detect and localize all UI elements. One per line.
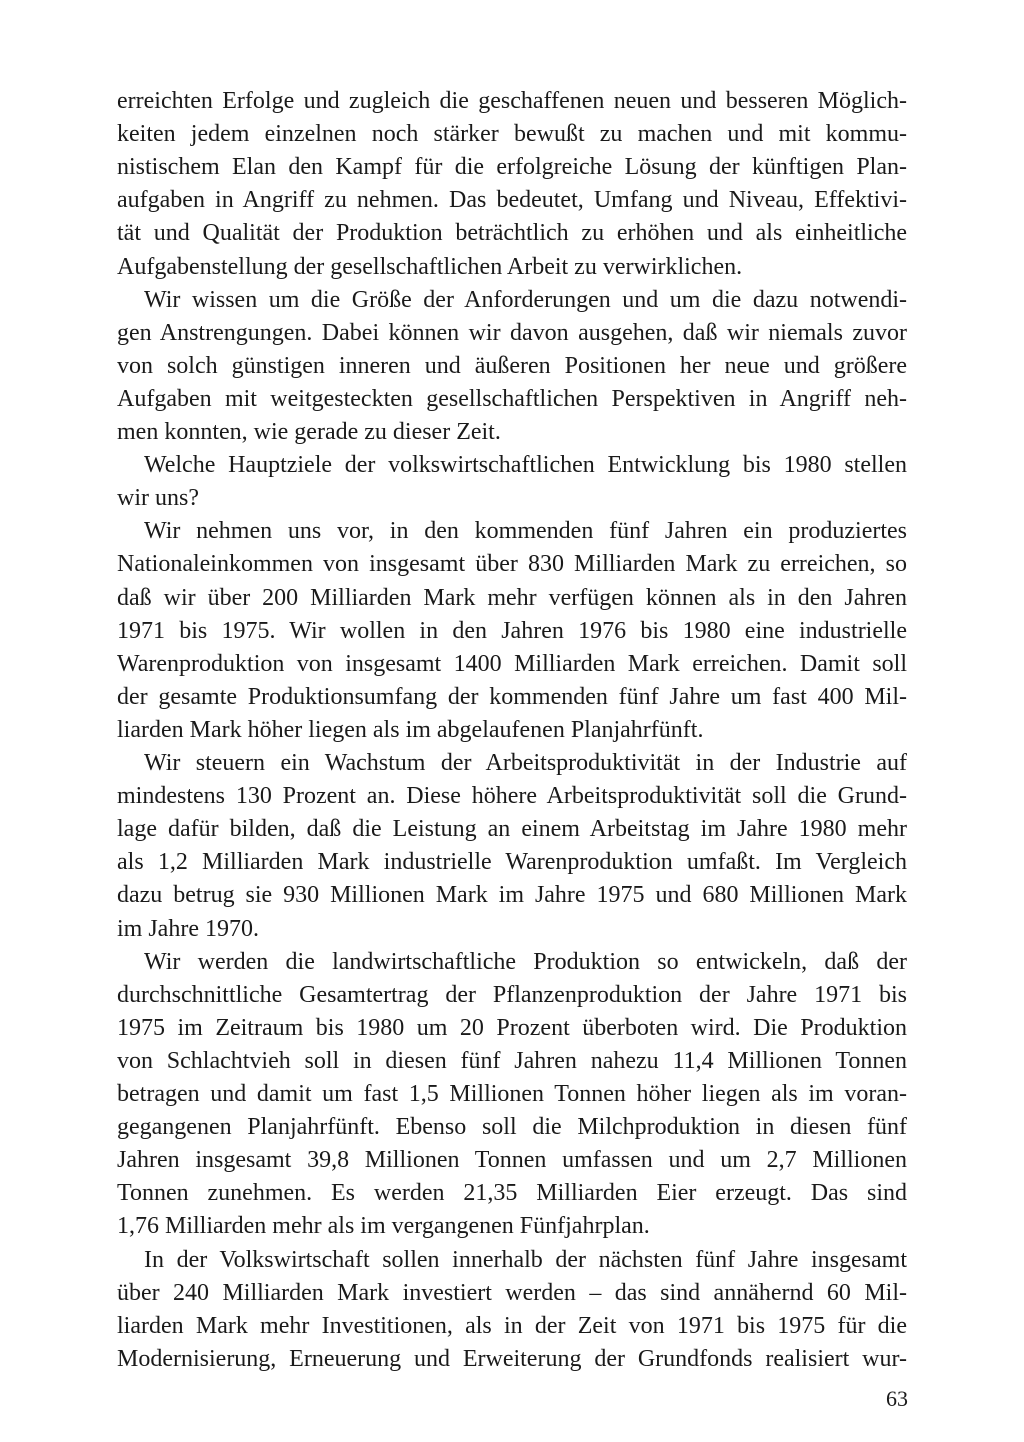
text-line: gen Anstrengungen. Dabei können wir davon ausgehen, daß wir niemals zuvor (117, 320, 907, 346)
text-line: In der Volkswirtschaft sollen innerhalb der nächsten fünf Jahre insgesamt (144, 1247, 907, 1273)
text-line: Nationaleinkommen von insgesamt über 830 Milliarden Mark zu erreichen, so (117, 551, 907, 577)
text-line: Wir nehmen uns vor, in den kommenden fünf Jahren ein produziertes (144, 518, 907, 544)
text-line: Welche Hauptziele der volkswirtschaftlichen Entwicklung bis 1980 stellen (144, 452, 907, 478)
text-line: nistischem Elan den Kampf für die erfolgreiche Lösung der künftigen Plan- (117, 154, 907, 180)
text-line: Jahren insgesamt 39,8 Millionen Tonnen umfassen und um 2,7 Millionen (117, 1147, 907, 1173)
text-line: mindestens 130 Prozent an. Diese höhere Arbeitsproduktivität soll die Grund- (117, 783, 907, 809)
text-line: aufgaben in Angriff zu nehmen. Das bedeutet, Umfang und Niveau, Effektivi- (117, 187, 907, 213)
text-line: Tonnen zunehmen. Es werden 21,35 Milliarden Eier erzeugt. Das sind (117, 1180, 907, 1206)
text-line: der gesamte Produktionsumfang der kommenden fünf Jahre um fast 400 Mil- (117, 684, 907, 710)
text-line: von solch günstigen inneren und äußeren Positionen her neue und größere (117, 353, 907, 379)
text-line: Aufgaben mit weitgesteckten gesellschaftlichen Perspektiven in Angriff neh- (117, 386, 907, 412)
text-line: im Jahre 1970. (117, 916, 259, 942)
text-line: dazu betrug sie 930 Millionen Mark im Jahre 1975 und 680 Millionen Mark (117, 882, 907, 908)
text-line: über 240 Milliarden Mark investiert werden – das sind annähernd 60 Mil- (117, 1280, 907, 1306)
text-line: lage dafür bilden, daß die Leistung an einem Arbeitstag im Jahre 1980 mehr (117, 816, 907, 842)
text-line: wir uns? (117, 485, 199, 511)
text-line: liarden Mark höher liegen als im abgelaufenen Planjahrfünft. (117, 717, 704, 743)
text-line: tät und Qualität der Produktion beträchtlich zu erhöhen und als einheitliche (117, 220, 907, 246)
text-line: Aufgabenstellung der gesellschaftlichen Arbeit zu verwirklichen. (117, 254, 743, 280)
text-line: liarden Mark mehr Investitionen, als in der Zeit von 1971 bis 1975 für die (117, 1313, 907, 1339)
text-line: Modernisierung, Erneuerung und Erweiterung der Grundfonds realisiert wur- (117, 1346, 907, 1372)
text-line: 1971 bis 1975. Wir wollen in den Jahren 1976 bis 1980 eine industrielle (117, 618, 907, 644)
text-line: Warenproduktion von insgesamt 1400 Milliarden Mark erreichen. Damit soll (117, 651, 907, 677)
text-line: Wir steuern ein Wachstum der Arbeitsproduktivität in der Industrie auf (144, 750, 907, 776)
text-line: betragen und damit um fast 1,5 Millionen Tonnen höher liegen als im voran- (117, 1081, 907, 1107)
text-line: als 1,2 Milliarden Mark industrielle Warenproduktion umfaßt. Im Vergleich (117, 849, 907, 875)
text-line: 1975 im Zeitraum bis 1980 um 20 Prozent überboten wird. Die Produktion (117, 1015, 907, 1041)
text-line: von Schlachtvieh soll in diesen fünf Jahren nahezu 11,4 Millionen Tonnen (117, 1048, 907, 1074)
text-line: gegangenen Planjahrfünft. Ebenso soll die Milchproduktion in diesen fünf (117, 1114, 907, 1140)
text-line: erreichten Erfolge und zugleich die geschaffenen neuen und besseren Möglich- (117, 88, 907, 114)
text-line: Wir werden die landwirtschaftliche Produktion so entwickeln, daß der (144, 949, 907, 975)
text-line: durchschnittliche Gesamtertrag der Pflanzenproduktion der Jahre 1971 bis (117, 982, 907, 1008)
text-line: 1,76 Milliarden mehr als im vergangenen Fünfjahrplan. (117, 1213, 650, 1239)
text-line: Wir wissen um die Größe der Anforderungen und um die dazu notwendi- (144, 287, 907, 313)
text-line: daß wir über 200 Milliarden Mark mehr verfügen können als in den Jahren (117, 585, 907, 611)
text-line: keiten jedem einzelnen noch stärker bewußt zu machen und mit kommu- (117, 121, 907, 147)
text-line: men konnten, wie gerade zu dieser Zeit. (117, 419, 501, 445)
page-number: 63 (886, 1386, 908, 1411)
